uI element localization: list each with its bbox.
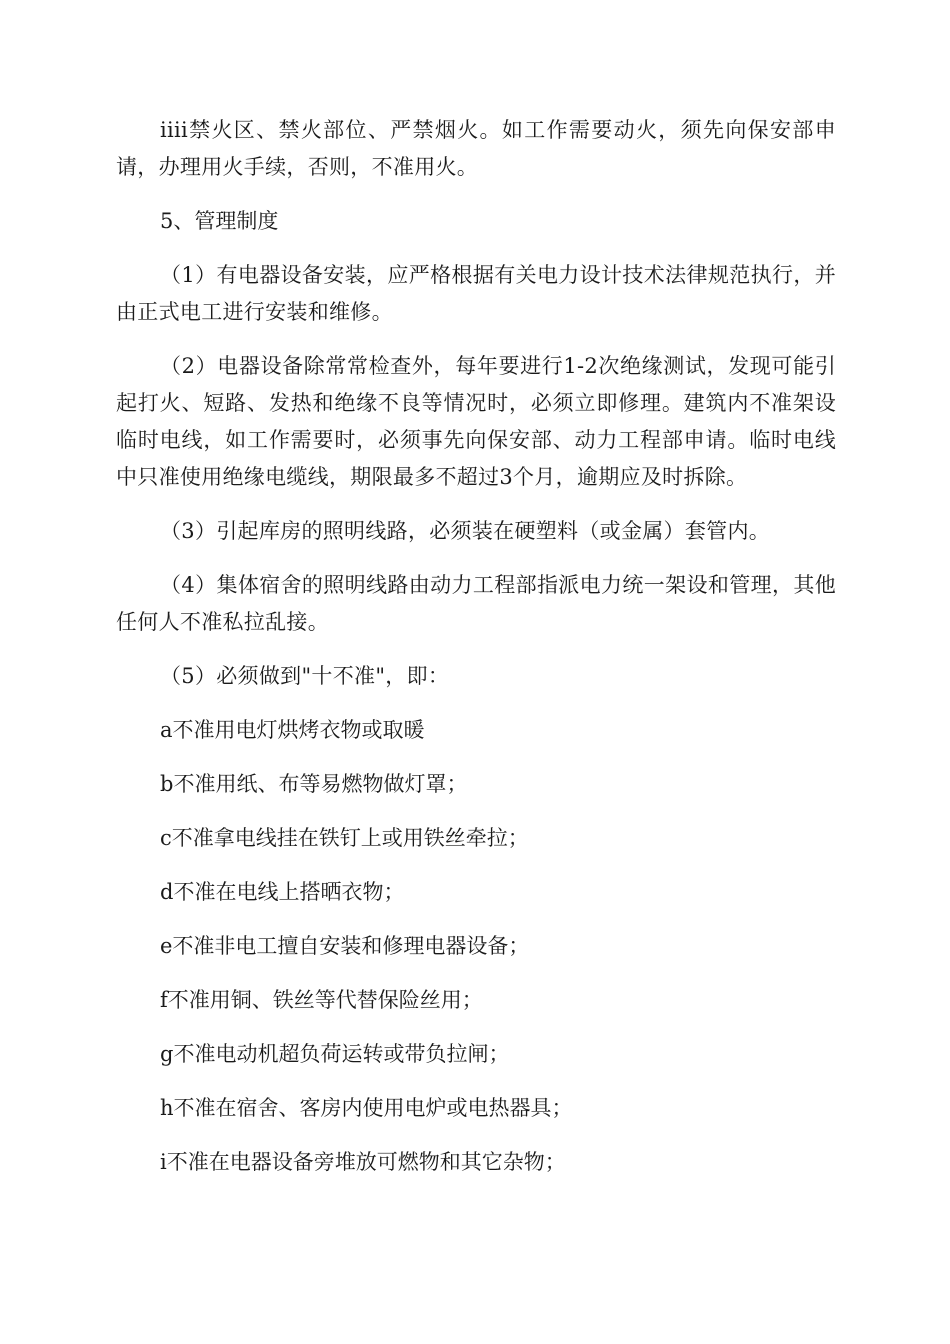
prohibition-h: h不准在宿舍、客房内使用电炉或电热器具； xyxy=(160,1096,573,1120)
paragraph-fire-zone: iiii禁火区、禁火部位、严禁烟火。如工作需要动火，须先向保安部申请，办理用火手续，否则，不准用火。 xyxy=(116,118,836,179)
section-heading: 5、管理制度 xyxy=(160,209,279,233)
prohibition-e: e不准非电工擅自安装和修理电器设备； xyxy=(160,934,530,958)
prohibition-a: a不准用电灯烘烤衣物或取暖 xyxy=(160,718,425,742)
prohibition-d: d不准在电线上搭晒衣物； xyxy=(160,880,405,904)
rule-4: （4）集体宿舍的照明线路由动力工程部指派电力统一架设和管理，其他任何人不准私拉乱接。 xyxy=(116,573,836,634)
rule-3: （3）引起库房的照明线路，必须装在硬塑料（或金属）套管内。 xyxy=(160,519,771,543)
prohibition-c: c不准拿电线挂在铁钉上或用铁丝牵拉； xyxy=(160,826,529,850)
prohibition-f: f不准用铜、铁丝等代替保险丝用； xyxy=(160,988,483,1012)
prohibition-g: g不准电动机超负荷运转或带负拉闸； xyxy=(160,1042,510,1066)
rule-5: （5）必须做到"十不准"，即： xyxy=(160,664,450,688)
document-body xyxy=(116,112,836,1198)
rule-2: （2）电器设备除常常检查外，每年要进行1-2次绝缘测试，发现可能引起打火、短路、发热和绝缘不良等情况时，必须立即修理。建筑内不准架设临时电线，如工作需要时，必须事先向保安部、动力工程部申请。临时电线中只准使用绝缘电缆线，期限最多不超过3个月，逾期应及时拆除。 xyxy=(116,354,836,489)
prohibition-b: b不准用纸、布等易燃物做灯罩； xyxy=(160,772,468,796)
prohibition-i: i不准在电器设备旁堆放可燃物和其它杂物； xyxy=(160,1150,566,1174)
rule-1: （1）有电器设备安装，应严格根据有关电力设计技术法律规范执行，并由正式电工进行安装和维修。 xyxy=(116,263,836,324)
